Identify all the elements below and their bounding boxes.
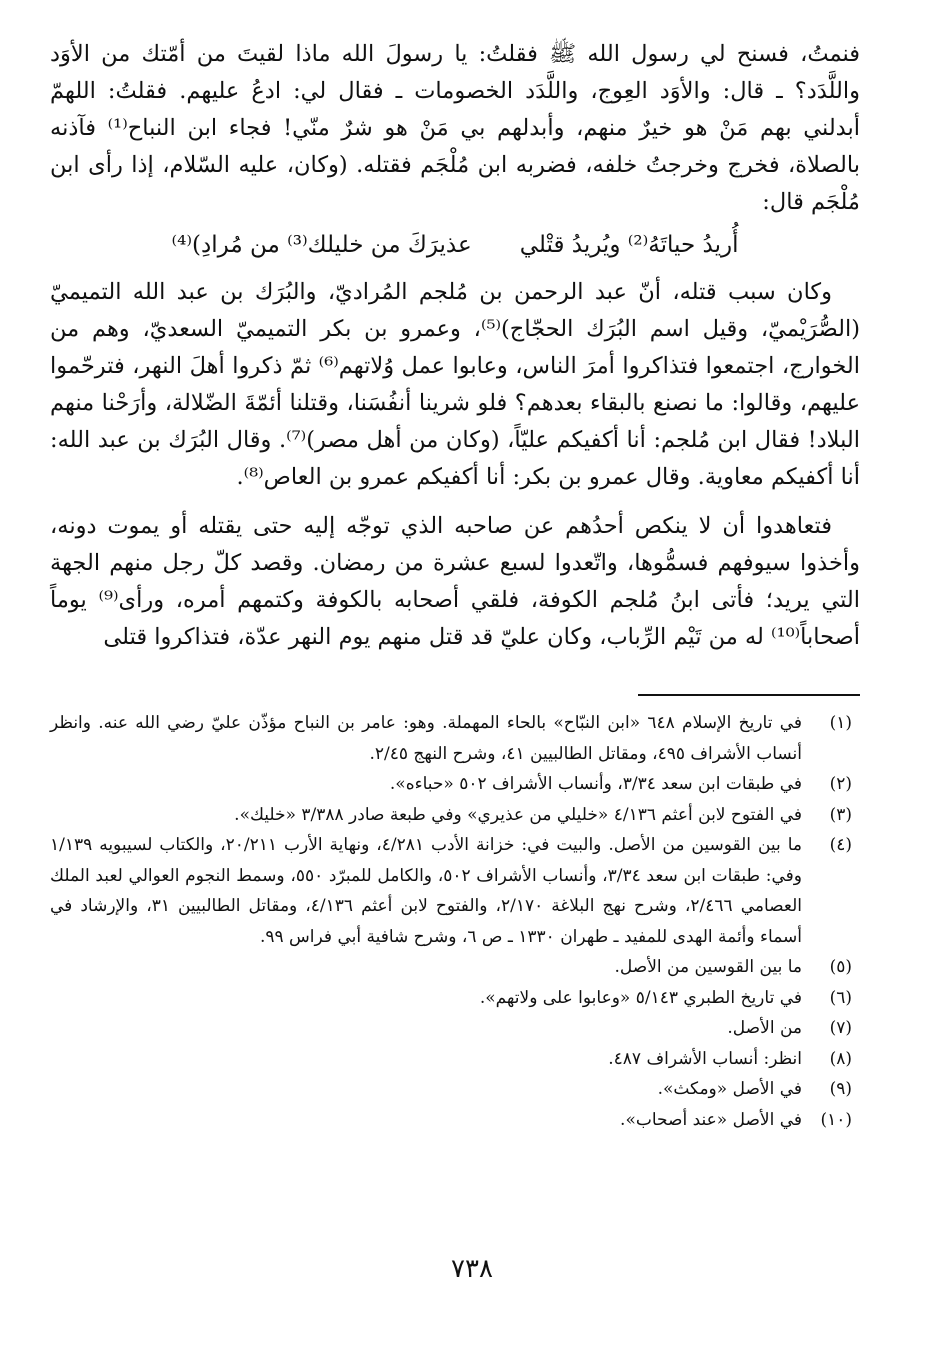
footnote-item [50,952,860,983]
footnote-item [50,1105,860,1136]
footnote-number: (٧) [829,1018,852,1038]
footnote-text: ما بين القوسين من الأصل. والبيت في: خزانة الأدب ٤/٢٨١، ونهاية الأرب ٢٠/٢١١، والكتاب لسيبويه ١/١٣٩ وفي: طبقات ابن سعد ٣/٣٤، وأنساب الأشراف ٥٠٢، والكامل للمبرّد ٥٥٠، وسمط النجوم العوالي لعبد الملك العصامي ٢/٤٦٦، وشرح نهج البلاغة ٢/١٧٠، والفتوح لابن أعثم ٤/١٣٦، ومقاتل الطالبيين ٣١، والإرشاد في أسماء وأئمة الهدى للمفيد ـ طهران ١٣٣٠ ـ ص ٦، وشرح شافية أبي فراس ٩٩. [50,835,802,947]
footnote-number: (٣) [829,804,852,825]
footnote-item [50,1013,860,1044]
footnote-number: (٥) [829,957,852,977]
footnote-text: انظر: أنساب الأشراف ٤٨٧. [608,1048,802,1069]
footnote-item [50,769,860,800]
footnote-divider [638,694,860,696]
footnote-item [50,708,860,769]
footnote-item [50,830,860,952]
footnote-text: في الأصل «ومكث». [657,1079,802,1099]
footnote-number: (١) [829,713,852,733]
footnote-number: (٨) [829,1048,852,1069]
footnote-number: (١٠) [820,1109,852,1130]
paragraph-1: فنمتُ، فسنح لي رسول الله ﷺ فقلتُ: يا رسولَ الله ماذا لقيتَ من أمّتك من الأوَد واللَّدَد؟ ـ قال: والأوَد العِوج، واللَّدَد الخصومات ـ فقال لي: ادعُ عليهم. فقلتُ: اللهمّ أبدلني بهم مَنْ هو خيرٌ منهم، وأبدلهم بي مَنْ هو شرٌ منّي! فجاء ابن النباح⁽¹⁾ فآذنه بالصلاة، فخرج وخرجتُ خلفه، فضربه ابن مُلْجَم فقتله. (وكان، عليه السّلام، إذا رأى ابن مُلْجَم قال: [50,41,860,215]
footnote-item [50,1074,860,1105]
footnote-number: (٢) [829,774,852,794]
page-body [50,36,860,1135]
page-number: ٧٣٨ [451,1254,493,1284]
footnote-number: (٦) [829,987,852,1008]
paragraph-2: وكان سبب قتله، أنّ عبد الرحمن بن مُلجم المُراديّ، والبُرَك بن عبد الله التميميّ (الصُّرَيْميّ، وقيل اسم البُرَك الحجّاج)⁽⁵⁾، وعمرو بن بكر التميميّ السعديّ، وهم من الخوارج، اجتمعوا فتذاكروا أمرَ الناس، وعابوا عمل وُلاتهم⁽⁶⁾ ثمّ ذكروا أهلَ النهر، فترحّموا عليهم، وقالوا: ما نصنع بالبقاء بعدهم؟ فلو شرينا أنفُسَنا، وقتلنا أئمّةَ الضّلالة، وأرَحْنا منهم البلاد! فقال ابن مُلجم: أنا أكفيكم عليّاً، (وكان من أهل مصر)⁽⁷⁾. وقال البُرَك بن عبد الله: أنا أكفيكم معاوية. وقال عمرو بن بكر: أنا أكفيكم عمرو بن العاص⁽⁸⁾. [50,279,860,490]
footnote-item [50,983,860,1014]
footnote-text: في تاريخ الطبري ٥/١٤٣ «وعابوا على ولاتهم». [479,987,802,1008]
footnote-item [50,1044,860,1075]
verse-first-hemistich: أُريدُ حياتَهُ⁽²⁾ ويُريدُ قتْلي [519,232,739,258]
footnote-number: (٩) [829,1079,852,1099]
footnote-item [50,800,860,831]
footnote-text: من الأصل. [727,1018,802,1038]
footnote-text: في طبقات ابن سعد ٣/٣٤، وأنساب الأشراف ٥٠٢ «حباءه». [389,774,802,794]
poetry-verse [50,227,860,264]
footnote-text: في تاريخ الإسلام ٦٤٨ «ابن النبّاح» بالحاء المهملة. وهو: عامر بن النباح مؤذّن عليّ رضي الله عنه. وانظر أنساب الأشراف ٤٩٥، ومقاتل الطالبيين ٤١، وشرح النهج ٢/٤٥. [50,713,802,764]
footnotes-list [50,708,860,1135]
footnote-text: في الأصل «عند أصحاب». [620,1109,802,1130]
footnote-text: ما بين القوسين من الأصل. [614,957,802,977]
verse-second-hemistich: عذيرَكَ من خليلك⁽³⁾ من مُرادِ)⁽⁴⁾ [171,232,472,258]
paragraph-3: فتعاهدوا أن لا ينكص أحدُهم عن صاحبه الذي توجّه إليه حتى يقتله أو يموت دونه، وأخذوا سيوفهم فسمُّوها، واتّعدوا لسبع عشرة من رمضان. وقصد كلّ رجل منهم الجهة التي يريد؛ فأتى ابنُ مُلجم الكوفة، فلقي أصحابه بالكوفة وكتمهم أمره، ورأى⁽⁹⁾ يوماً أصحاباً⁽¹⁰⁾ له من تَيْم الرِّباب، وكان عليّ قد قتل منهم يوم النهر عدّة، فتذاكروا قتلى [50,513,860,650]
footnote-text: في الفتوح لابن أعثم ٤/١٣٦ «خليلي من عذيري» وفي طبعة صادر ٣/٣٨٨ «خليك». [234,804,802,825]
footnote-number: (٤) [829,835,852,855]
